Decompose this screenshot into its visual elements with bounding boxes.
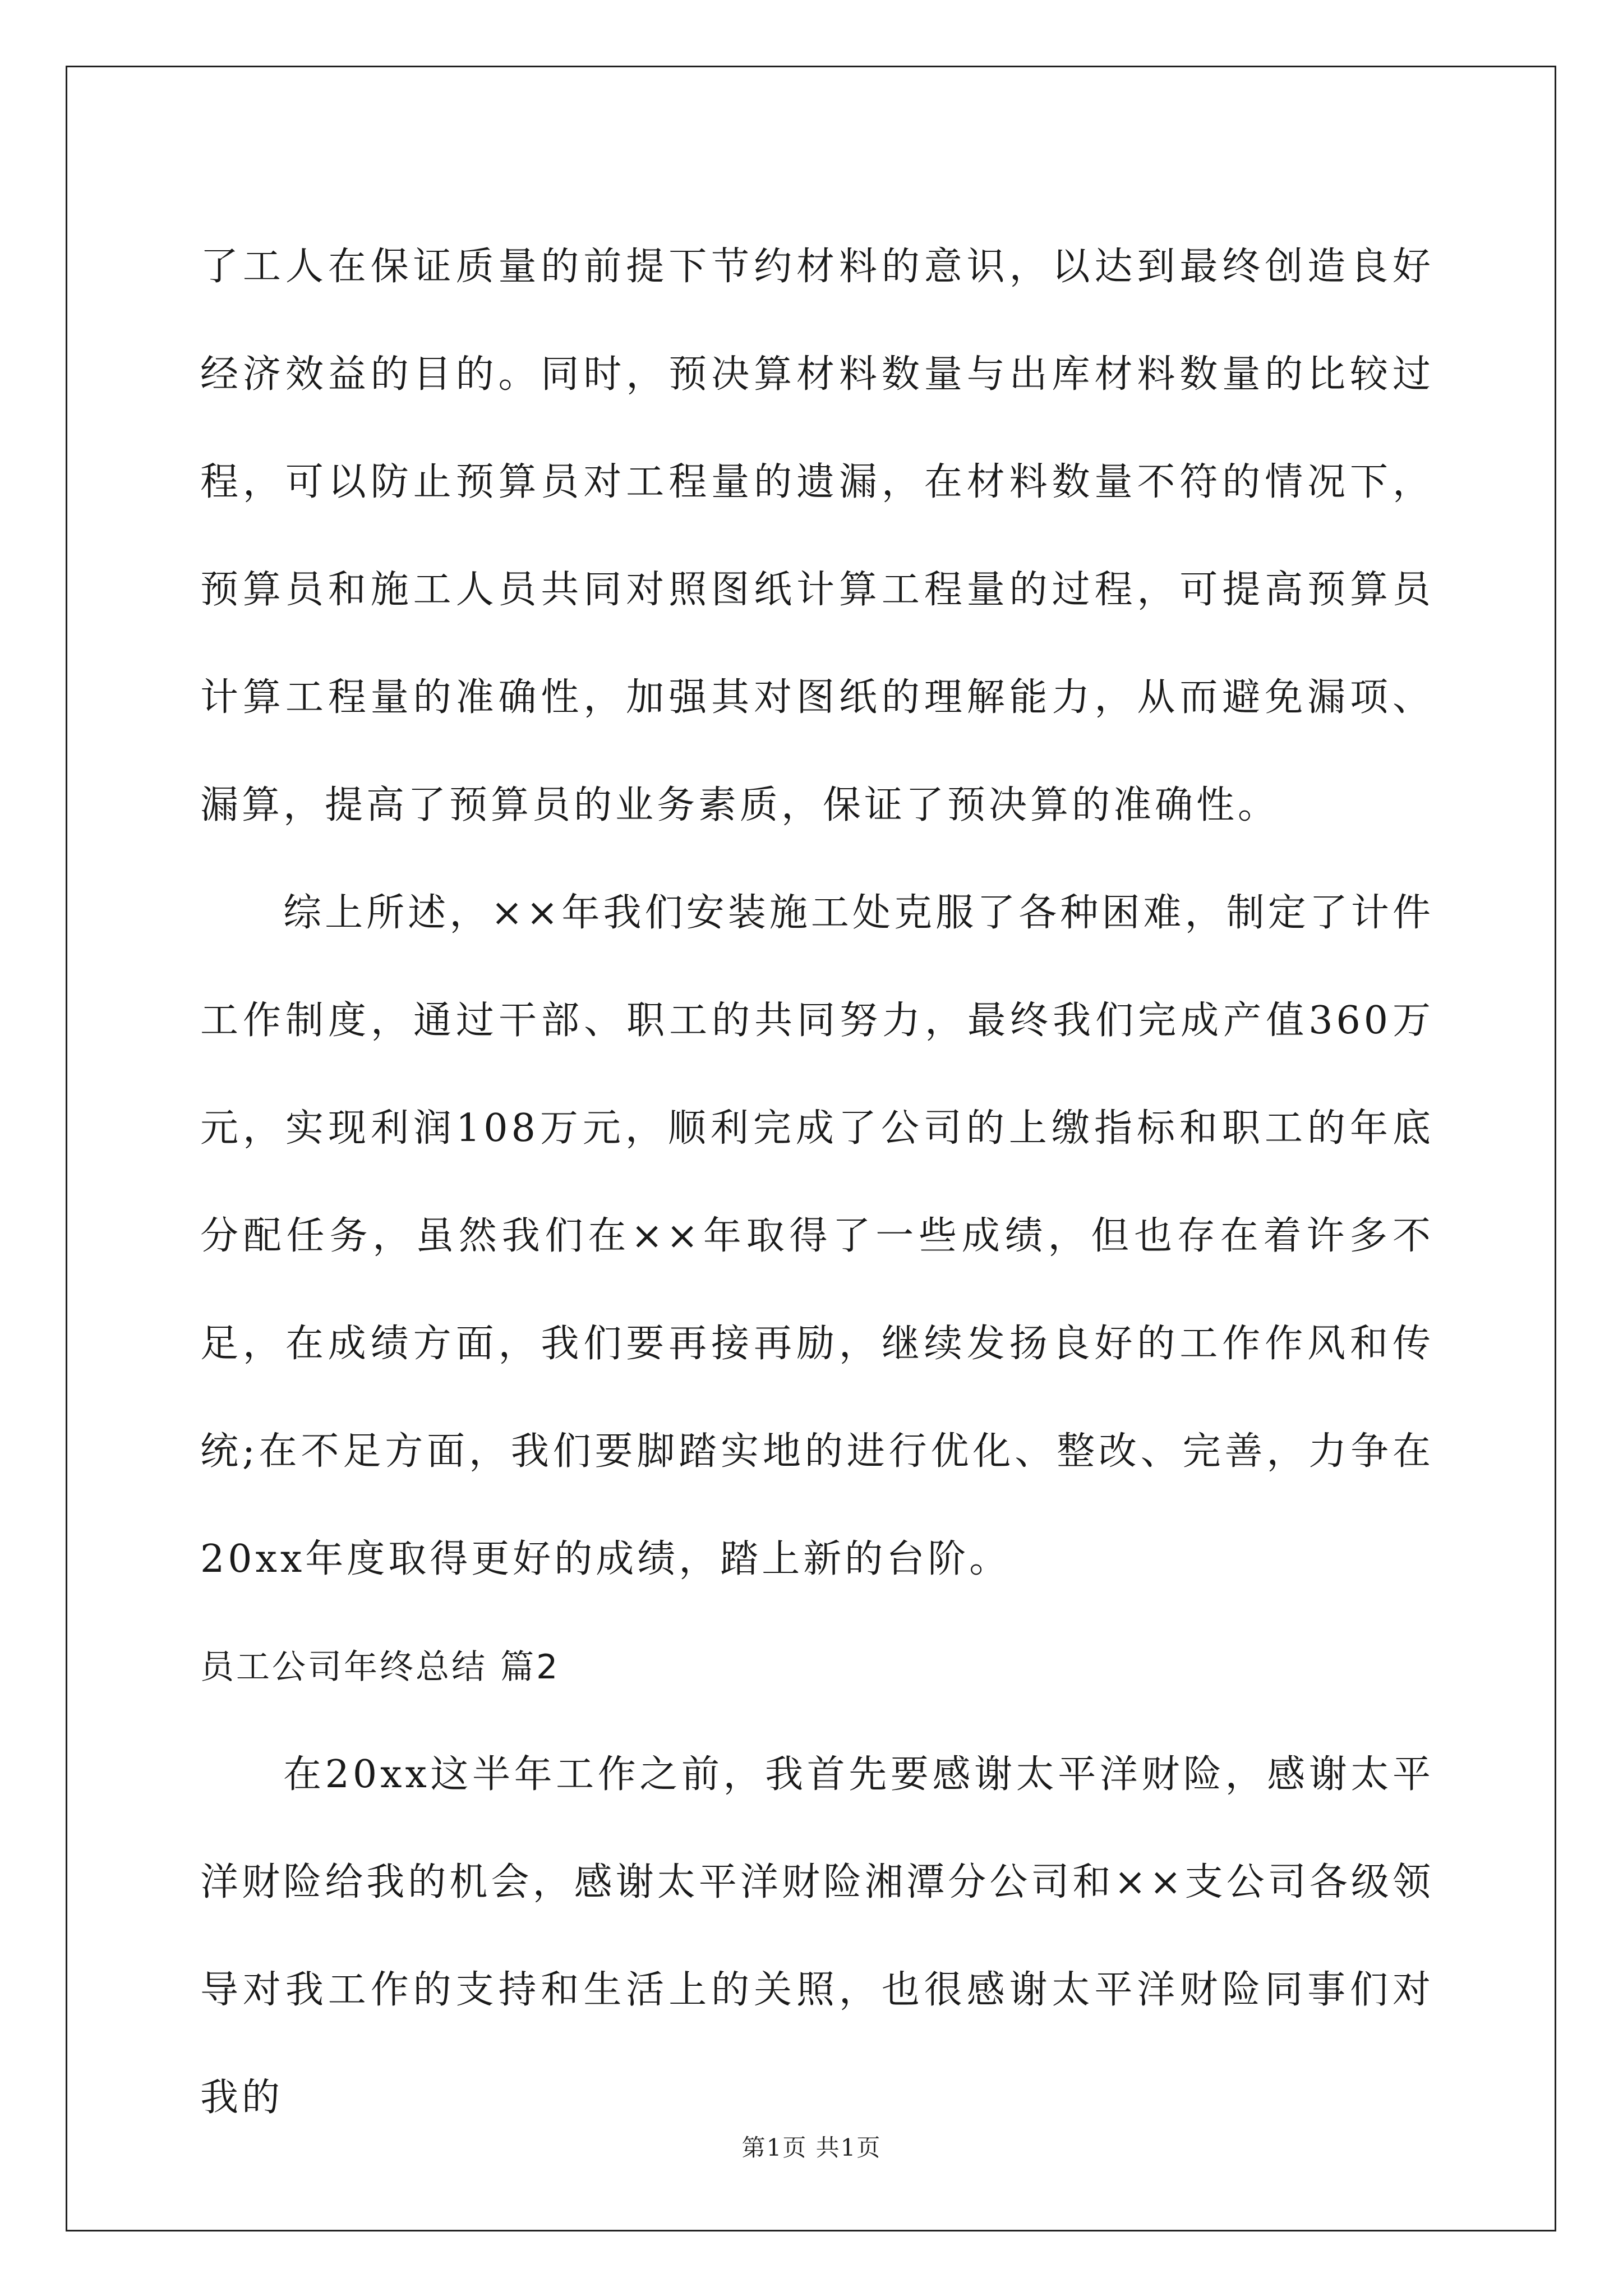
- paragraph-summary: 综上所述，××年我们安装施工处克服了各种困难，制定了计件工作制度，通过干部、职工的共同努力，最终我们完成产值360万元，实现利润108万元，顺利完成了公司的上缴指标和职工的年底分配任务，虽然我们在××年取得了一些成绩，但也存在着许多不足，在成绩方面，我们要再接再励，继续发扬良好的工作作风和传统;在不足方面，我们要脚踏实地的进行优化、整改、完善，力争在20xx年度取得更好的成绩，踏上新的台阶。: [200, 891, 1434, 1581]
- paragraph-acknowledgement: 在20xx这半年工作之前，我首先要感谢太平洋财险，感谢太平洋财险给我的机会，感谢太平洋财险湘潭分公司和××支公司各级领导对我工作的支持和生活上的关照，也很感谢太平洋财险同事们对我的: [200, 1752, 1434, 2120]
- paragraph-material-savings: 了工人在保证质量的前提下节约材料的意识，以达到最终创造良好经济效益的目的。同时，预决算材料数量与出库材料数量的比较过程，可以防止预算员对工程量的遗漏，在材料数量不符的情况下，预算员和施工人员共同对照图纸计算工程量的过程，可提高预算员计算工程量的准确性，加强其对图纸的理解能力，从而避免漏项、漏算，提高了预算员的业务素质，保证了预决算的准确性。: [200, 245, 1434, 827]
- document-body: [200, 213, 1434, 2152]
- section-heading: 员工公司年终总结 篇2: [200, 1648, 560, 1687]
- page-footer: 第1页 共1页: [741, 2134, 882, 2161]
